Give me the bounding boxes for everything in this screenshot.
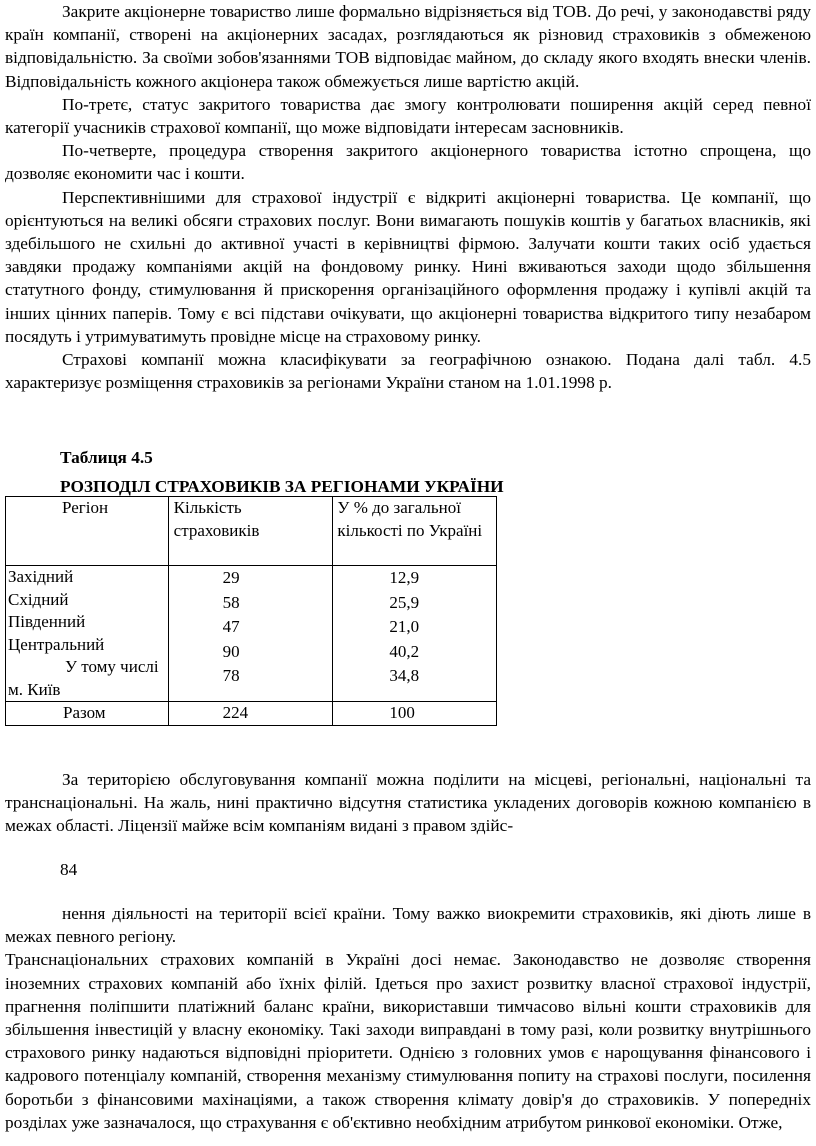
count-value: 29 [222,568,240,587]
region-name: Центральний [8,634,105,654]
data-table [5,496,497,726]
header-cell: У % до загальної кількості по Україні [333,497,497,566]
table-header-row [6,497,497,566]
text-block-bottom [5,902,811,1134]
count-cell [168,566,333,702]
total-label: Разом [6,702,169,726]
region-name: Південний [8,612,86,631]
header-cell: Кількість страховиків [168,497,333,566]
region-cell [6,566,169,702]
percent-cell [333,566,497,702]
header-cell: Регіон [6,497,169,566]
paragraph: Перспективнішими для страхової індустрії є відкриті акціонерні товариства. Це компанії, що орієнтуються на великі обсяги страхових послуг. Вони вимагають пошуків коштів у багатьох власників, які здебільшого не схильні до активної участі в керівництві фірмою. Залучати кошти таких осіб удається завдяки продажу компаніями акцій на фондовому ринку. Нині вживаються заходи щодо збільшення статутного фонду, стимулювання й прискорення організаційного оформлення продажу і купівлі акцій та інших цінних паперів. Тому є всі підстави очікувати, що акціонерні товариства відкритого типу незабаром посядуть і утримуватимуть провідне місце на страховому ринку. [5,187,811,346]
text-block-middle [5,768,811,838]
paragraph: По-третє, статус закритого товариства дає змогу контролювати поширення акцій серед певної категорії учасників страхової компанії, що може відповідати інтересам засновників. [5,94,811,138]
percent-value: 34,8 [389,666,420,685]
count-value: 90 [222,641,240,661]
count-value: 78 [222,666,240,685]
paragraph: Страхові компанії можна класифікувати за географічною ознакою. Подана далі табл. 4.5 характеризує розміщення страховиків за регіонами України станом на 1.01.1998 р. [5,350,811,393]
paragraph: За територією обслуговування компанії можна поділити на місцеві, регіональні, національні та транснаціональні. На жаль, нині практично відсутня статистика укладених договорів кожною компанією в межах області. Ліцензії майже всім компаніям видані з правом здійс- [5,770,811,836]
count-value: 58 [222,592,240,612]
percent-value: 12,9 [389,568,420,587]
paragraph: По-четверте, процедура створення закритого акціонерного товариства істотно спрощена, що дозволяє економити час і кошти. [5,141,811,184]
paragraph: нення діяльності на території всієї країни. Тому важко виокремити страховиків, які діють лише в межах певного регіону. [5,904,811,947]
page-number: 84 [60,860,78,879]
table-total-row [6,702,497,726]
region-name: Східний [8,589,69,609]
count-value: 47 [222,617,240,636]
total-percent: 100 [333,702,497,726]
table-label: Таблиця 4.5 [60,448,153,467]
paragraph: Транснаціональних страхових компаній в Україні досі немає. Законодавство не дозволяє створення іноземних страхових компаній або їхніх філій. Ідеться про захист розвитку власної страхової індустрії, прагнення поліпшити платіжний баланс країни, використавши тимчасово вільні кошти страховиків для збільшення інвестицій у власну економіку. Такі заходи виправдані в тому разі, коли розвитку внутрішнього страхового ринку надаються відповідні пріоритети. Однією з головних умов є нарощування фінансового і кадрового потенціалу компаній, створення механізму стимулювання попиту на страхові послуги, посилення боротьби з фінансовими махінаціями, а також створення клімату довір'я до страховиків. У попередніх розділах уже зазначалося, що страхування є об'єктивно необхідним атрибутом ринкової економіки. Отже, [5,950,811,1132]
table-row [6,566,497,702]
percent-value: 40,2 [389,641,420,661]
table-title: РОЗПОДІЛ СТРАХОВИКІВ ЗА РЕГІОНАМИ УКРАЇНИ [60,477,504,496]
paragraph: Закрите акціонерне товариство лише формально відрізняється від ТОВ. До речі, у законодавстві ряду країн компанії, створені на акціонерних засадах, розглядаються як різновид страховиків з обмеженою відповідальністю. За своїми зобов'язаннями ТОВ відповідає майном, до складу якого входять внески членів. Відповідальність кожного акціонера також обмежується лише вартістю акцій. [5,2,811,91]
percent-value: 21,0 [389,617,420,636]
region-name: Західний [8,567,74,586]
text-block-top [5,0,811,394]
percent-value: 25,9 [389,592,420,612]
region-name: У тому числі м. Київ [8,657,159,699]
total-count: 224 [168,702,333,726]
